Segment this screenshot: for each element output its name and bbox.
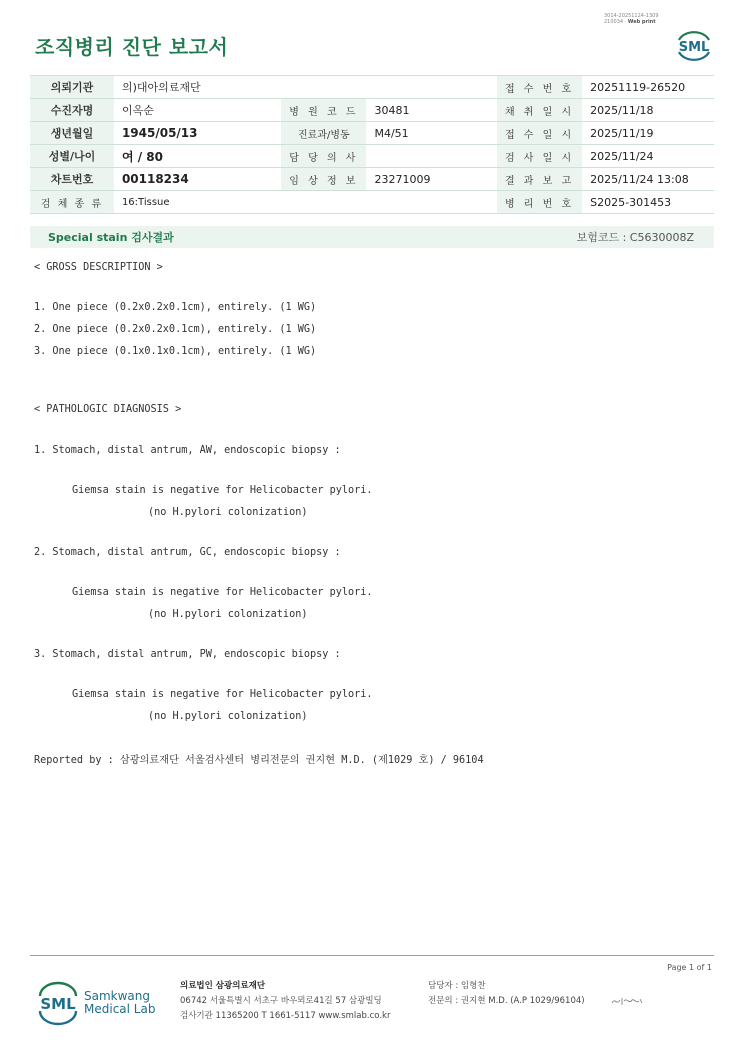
specialist-value: 권지현 M.D. (A.P 1029/96104) xyxy=(460,996,585,1006)
clinical-info-label: 임 상 정 보 xyxy=(281,168,366,191)
department-value: M4/51 xyxy=(366,122,496,145)
info-row xyxy=(30,191,714,214)
attending-doctor-label: 담 당 의 사 xyxy=(281,145,366,168)
diagnosis-note: (no H.pylori colonization) xyxy=(148,609,308,620)
collection-date-value: 2025/11/18 xyxy=(582,99,714,122)
staff-label: 담당자 : xyxy=(428,981,459,991)
brand-line1: Samkwang xyxy=(84,989,150,1003)
insurance-code: 보험코드 : C5630008Z xyxy=(576,231,694,244)
attending-doctor-value xyxy=(366,145,496,168)
signature-icon xyxy=(610,994,644,1008)
birth-date-label: 생년월일 xyxy=(30,122,114,145)
brand-name xyxy=(84,990,155,1016)
collection-date-label: 채 취 일 시 xyxy=(497,99,582,122)
requesting-org-label: 의뢰기관 xyxy=(30,76,114,99)
receipt-number-value: 20251119-26520 xyxy=(582,76,714,99)
page-number: Page 1 of 1 xyxy=(667,963,712,972)
staff-info xyxy=(428,979,585,1009)
page-title: 조직병리 진단 보고서 xyxy=(35,35,229,59)
brand-line2: Medical Lab xyxy=(84,1002,156,1016)
specialist-label: 전문의 : xyxy=(428,996,459,1006)
diagnosis-finding: Giemsa stain is negative for Helicobacter pylori. xyxy=(72,689,373,700)
svg-text:SML: SML xyxy=(678,40,710,55)
hospital-code-label: 병 원 코 드 xyxy=(281,99,366,122)
print-id-line1: 3014-20251124-1309 xyxy=(604,13,659,19)
staff-value: 임형찬 xyxy=(460,981,486,991)
receipt-date-label: 접 수 일 시 xyxy=(497,122,582,145)
chart-number-value: 00118234 xyxy=(114,168,281,191)
info-row xyxy=(30,76,714,99)
org-info xyxy=(180,979,390,1024)
diagnosis-item: 3. Stomach, distal antrum, PW, endoscopic biopsy : xyxy=(34,649,341,660)
gross-item: 2. One piece (0.2x0.2x0.1cm), entirely. (1 WG) xyxy=(34,324,317,335)
specimen-type-label: 검 체 종 류 xyxy=(30,191,114,214)
svg-text:SML: SML xyxy=(40,995,76,1013)
reported-by: Reported by : 삼광의료재단 서울검사센터 병리전문의 권지현 M.D. (제1029 호) / 96104 xyxy=(34,755,484,766)
diagnosis-finding: Giemsa stain is negative for Helicobacter pylori. xyxy=(72,587,373,598)
sml-logo-icon xyxy=(674,26,714,64)
hospital-code-value: 30481 xyxy=(366,99,496,122)
print-id xyxy=(604,13,659,25)
diagnosis-note: (no H.pylori colonization) xyxy=(148,507,308,518)
diagnosis-header: < PATHOLOGIC DIAGNOSIS > xyxy=(34,404,182,415)
result-report-label: 결 과 보 고 xyxy=(497,168,582,191)
section-header xyxy=(30,226,714,248)
org-contact: 검사기관 11365200 T 1661-5117 www.smlab.co.kr xyxy=(180,1011,391,1021)
receipt-date-value: 2025/11/19 xyxy=(582,122,714,145)
info-row xyxy=(30,99,714,122)
pathology-number-value: S2025-301453 xyxy=(582,191,714,214)
birth-date-value: 1945/05/13 xyxy=(114,122,281,145)
samkwang-logo-icon xyxy=(36,980,80,1026)
report-body xyxy=(34,262,714,766)
info-row xyxy=(30,168,714,191)
sex-age-value: 여 / 80 xyxy=(114,145,281,168)
diagnosis-finding: Giemsa stain is negative for Helicobacter pylori. xyxy=(72,485,373,496)
receipt-number-label: 접 수 번 호 xyxy=(497,76,582,99)
gross-item: 1. One piece (0.2x0.2x0.1cm), entirely. (1 WG) xyxy=(34,302,317,313)
patient-name-label: 수진자명 xyxy=(30,99,114,122)
pathology-number-label: 병 리 번 호 xyxy=(497,191,582,214)
patient-name-value: 이옥순 xyxy=(114,99,281,122)
test-date-label: 검 사 일 시 xyxy=(497,145,582,168)
clinical-info-value: 23271009 xyxy=(366,168,496,191)
diagnosis-item: 2. Stomach, distal antrum, GC, endoscopic biopsy : xyxy=(34,547,341,558)
print-id-line2: 210034 · xyxy=(604,19,627,25)
department-label: 진료과/병동 xyxy=(281,122,366,145)
chart-number-label: 차트번호 xyxy=(30,168,114,191)
gross-item: 3. One piece (0.1x0.1x0.1cm), entirely. (1 WG) xyxy=(34,346,317,357)
diagnosis-note: (no H.pylori colonization) xyxy=(148,711,308,722)
info-row xyxy=(30,145,714,168)
gross-header: < GROSS DESCRIPTION > xyxy=(34,262,163,273)
test-date-value: 2025/11/24 xyxy=(582,145,714,168)
diagnosis-item: 1. Stomach, distal antrum, AW, endoscopic biopsy : xyxy=(34,445,341,456)
section-title: Special stain 검사결과 xyxy=(48,231,174,244)
specimen-type-value: 16:Tissue xyxy=(114,191,497,214)
result-report-value: 2025/11/24 13:08 xyxy=(582,168,714,191)
org-name: 의료법인 삼광의료재단 xyxy=(180,981,266,991)
requesting-org-value: 의)대아의료재단 xyxy=(114,76,497,99)
sex-age-label: 성별/나이 xyxy=(30,145,114,168)
footer-divider xyxy=(30,955,714,956)
org-address: 06742 서울특별시 서초구 바우뫼로41길 57 삼광빌딩 xyxy=(180,996,382,1006)
patient-info-table xyxy=(30,75,714,214)
info-row xyxy=(30,122,714,145)
web-print-label: Web print xyxy=(627,19,656,25)
